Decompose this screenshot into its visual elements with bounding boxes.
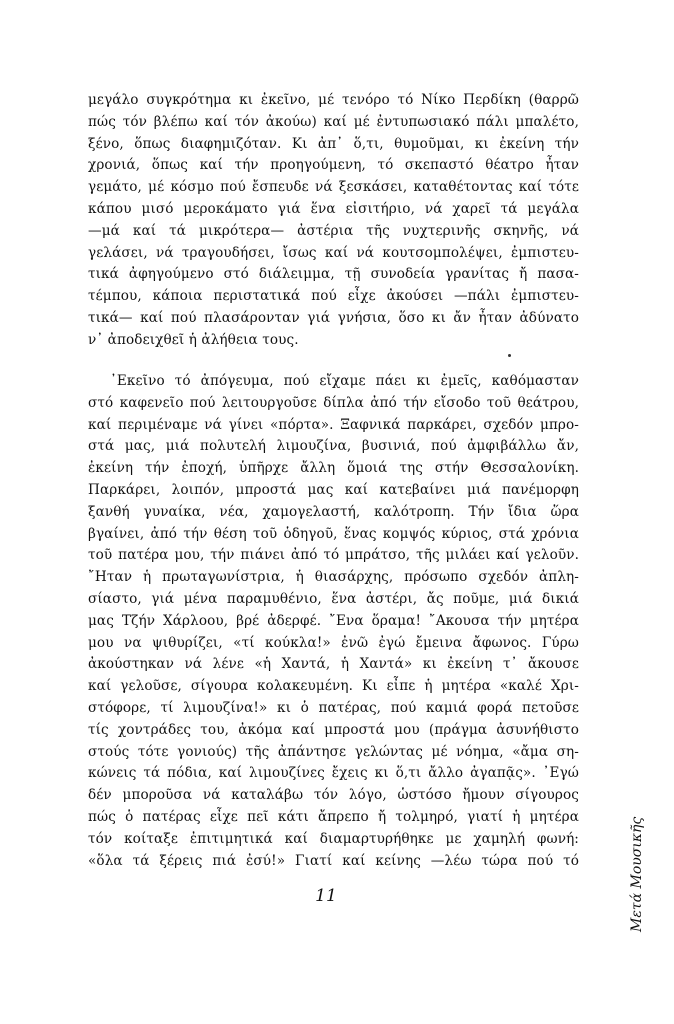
page-number: 11 xyxy=(315,886,337,906)
text-line: —μά καί τά μικρότερα— ἀστέρια τῆς νυχτερινῆς σκηνῆς, νά xyxy=(88,222,579,239)
text-line: μου να ψιθυρίζει, «τί κούκλα!» ἐνῶ ἐγώ ἔμεινα ἄφωνος. Γύρω xyxy=(88,634,579,651)
text-line: ᾿Εκεῖνο τό ἀπόγευμα, πού εἴχαμε πάει κι ἐμεῖς, καθόμασταν xyxy=(110,373,579,389)
text-line: τέμπου, κάποια περιστατικά πού εἶχε ἀκούσει —πάλι ἐμπιστευ- xyxy=(88,288,579,305)
text-line: γεμάτο, μέ κόσμο πού ἔσπευδε νά ξεσκάσει, καταθέτοντας καί τότε xyxy=(88,179,579,196)
text-line: τίς χοντράδες του, ἀκόμα καί μπροστά μου (πράγμα ἀσυνήθιστο xyxy=(88,721,579,738)
text-line: δέν μποροῦσα νά καταλάβω τόν λόγο, ὡστόσο ἤμουν σίγουρος xyxy=(88,787,579,804)
text-line: πώς τόν βλέπω καί τόν ἀκούω) καί μέ ἐντυπωσιακό πάλι μπαλέτο, xyxy=(88,113,579,130)
text-line: καί γελοῦσε, σίγουρα κολακευμένη. Κι εἶπε ἡ μητέρα «καλέ Χρι- xyxy=(88,678,579,695)
text-line: τικά ἀφηγούμενο στό διάλειμμα, τῇ συνοδεία γρανίτας ἤ πασα- xyxy=(88,266,579,283)
text-line: ἀκούστηκαν νά λένε «ἡ Χαντά, ἡ Χαντά» κι ἐκείνη τ᾿ ἄκουσε xyxy=(88,656,579,673)
text-line: Παρκάρει, λοιπόν, μπροστά μας καί κατεβαίνει μιά πανέμορφη xyxy=(88,481,579,498)
text-line: ἐκείνη τήν ἐποχή, ὑπῆρχε ἄλλη ὅμοιά της στήν Θεσσαλονίκη. xyxy=(88,460,579,477)
text-line: γελάσει, νά τραγουδήσει, ἴσως καί νά κουτσομπολέψει, ἐμπιστευ- xyxy=(88,244,579,261)
paragraph-2 xyxy=(88,371,579,872)
text-line: στούς τότε γονιούς) τῆς ἀπάντησε γελώντας μέ νόημα, «ἄμα ση- xyxy=(88,743,579,760)
text-line: τικά— καί πού πλασάρονταν γιά γνήσια, ὅσο κι ἄν ἦταν ἀδύνατο xyxy=(88,309,579,326)
text-line: καί περιμέναμε νά γίνει «πόρτα». Ξαφνικά παρκάρει, σχεδόν μπρο- xyxy=(88,416,579,433)
text-line: «ὅλα τά ξέρεις πιά ἐσύ!» Γιατί καί κείνης —λέω τώρα πού τό xyxy=(88,852,579,869)
text-line: στό καφενεῖο πού λειτουργοῦσε δίπλα ἀπό τήν εἴσοδο τοῦ θεάτρου, xyxy=(88,394,579,411)
text-line: τοῦ πατέρα μου, τήν πιάνει ἀπό τό μπράτσο, τῆς μιλάει καί γελοῦν. xyxy=(88,547,579,564)
text-line: ξανθή γυναίκα, νέα, χαμογελαστή, καλότροπη. Τήν ἴδια ὥρα xyxy=(88,503,579,520)
text-line: στόφορε, τί λιμουζίνα!» κι ὁ πατέρας, πού καμιά φορά πετοῦσε xyxy=(88,699,579,716)
running-head: Μετά Μουσικῆς xyxy=(629,816,645,932)
text-line: μεγάλο συγκρότημα κι ἐκεῖνο, μέ τενόρο τό Νίκο Περδίκη (θαρρῶ xyxy=(88,92,579,108)
text-line: τόν κοίταξε ἐπιτιμητικά καί διαμαρτυρήθηκε με χαμηλή φωνή: xyxy=(88,830,579,847)
paragraph-1 xyxy=(88,90,579,352)
text-line: στά μας, μιά πολυτελή λιμουζίνα, βυσινιά, πού ἀμφιβάλλω ἄν, xyxy=(88,438,579,455)
text-line: ξένο, ὅπως διαφημιζόταν. Κι ἀπ᾿ ὅ,τι, θυμοῦμαι, κι ἐκείνη τήν xyxy=(88,135,579,152)
text-line: πώς ὁ πατέρας εἶχε πεῖ κάτι ἄπρεπο ἤ τολμηρό, γιατί ἡ μητέρα xyxy=(88,808,579,825)
print-speck xyxy=(508,354,511,357)
text-line: βγαίνει, ἀπό τήν θέση τοῦ ὁδηγοῦ, ἕνας κομψός κύριος, στά χρόνια xyxy=(88,525,579,542)
text-line: ῎Ηταν ἡ πρωταγωνίστρια, ἡ θιασάρχης, πρόσωπο σχεδόν ἀπλη- xyxy=(88,569,579,586)
text-line: κάπου μισό μεροκάματο γιά ἕνα εἰσιτήριο, νά χαρεῖ τά μεγάλα xyxy=(88,200,579,217)
text-line: ν᾿ ἀποδειχθεῖ ἡ ἀλήθεια τους. xyxy=(88,331,299,348)
text-line: σίαστο, γιά μένα παραμυθένιο, ἕνα ἀστέρι, ἄς ποῦμε, μιά δικιά xyxy=(88,590,579,607)
text-line: μας Τζήν Χάρλοου, βρέ ἀδερφέ. ῎Ενα ὅραμα! ῎Ακουσα τήν μητέρα xyxy=(88,612,579,629)
text-line: χρονιά, ὅπως καί τήν προηγούμενη, τό σκεπαστό θέατρο ἦταν xyxy=(88,157,579,174)
text-line: κώνεις τά πόδια, καί λιμουζίνες ἔχεις κι ὅ,τι ἄλλο ἀγαπᾷς». ᾿Εγώ xyxy=(88,765,579,782)
